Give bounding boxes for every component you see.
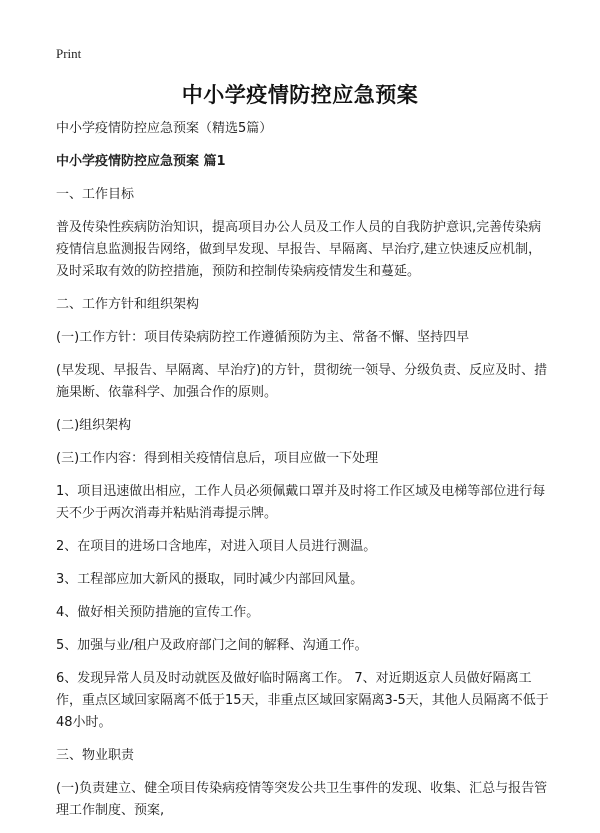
document-subtitle: 中小学疫情防控应急预案（精选5篇） bbox=[56, 121, 273, 136]
document-title: 中小学疫情防控应急预案 bbox=[181, 83, 419, 107]
section-title: 中小学疫情防控应急预案 篇1 bbox=[56, 154, 226, 169]
paragraph-policy-1: (一)工作方针：项目传染病防控工作遵循预防为主、常备不懈、坚持四早 bbox=[56, 330, 470, 345]
document-body bbox=[56, 118, 552, 833]
paragraph-work-content: (三)工作内容：得到相关疫情信息后，项目应做一下处理 bbox=[56, 451, 379, 466]
paragraph-item-2: 2、在项目的进场口含地库，对进入项目人员进行测温。 bbox=[56, 539, 377, 554]
paragraph-item-3: 3、工程部应加大新风的摄取，同时减少内部回风量。 bbox=[56, 572, 364, 587]
paragraph-policy-heading: 二、工作方针和组织架构 bbox=[56, 297, 200, 312]
paragraph-item-5: 5、加强与业/租户及政府部门之间的解释、沟通工作。 bbox=[56, 638, 368, 653]
paragraph-goal-text: 普及传染性疾病防治知识，提高项目办公人员及工作人员的自我防护意识,完善传染病疫情信息监测报告网络，做到早发现、早报告、早隔离、早治疗,建立快速反应机制，及时采取有效的防控措施，预防和控制传染病疫情发生和蔓延。 bbox=[56, 220, 542, 279]
paragraph-item-6-7: 6、发现异常人员及时动就医及做好临时隔离工作。 7、对近期返京人员做好隔离工作，重点区域回家隔离不低于15天，非重点区域回家隔离3-5天，其他人员隔离不低于48小时。 bbox=[56, 671, 549, 730]
paragraph-item-4: 4、做好相关预防措施的宣传工作。 bbox=[56, 605, 260, 620]
paragraph-property-1: (一)负责建立、健全项目传染病疫情等突发公共卫生事件的发现、收集、汇总与报告管理工作制度、预案, bbox=[56, 781, 548, 818]
print-link[interactable]: Print bbox=[56, 46, 82, 61]
paragraph-org-structure: (二)组织架构 bbox=[56, 418, 132, 433]
paragraph-policy-2: (早发现、早报告、早隔离、早治疗)的方针，贯彻统一领导、分级负责、反应及时、措施果断、依靠科学、加强合作的原则。 bbox=[56, 363, 548, 400]
paragraph-item-1: 1、项目迅速做出相应，工作人员必须佩戴口罩并及时将工作区域及电梯等部位进行每天不少于两次消毒并粘贴消毒提示牌。 bbox=[56, 484, 546, 521]
paragraph-property-heading: 三、物业职责 bbox=[56, 748, 135, 763]
paragraph-goal-heading: 一、工作目标 bbox=[56, 187, 135, 202]
